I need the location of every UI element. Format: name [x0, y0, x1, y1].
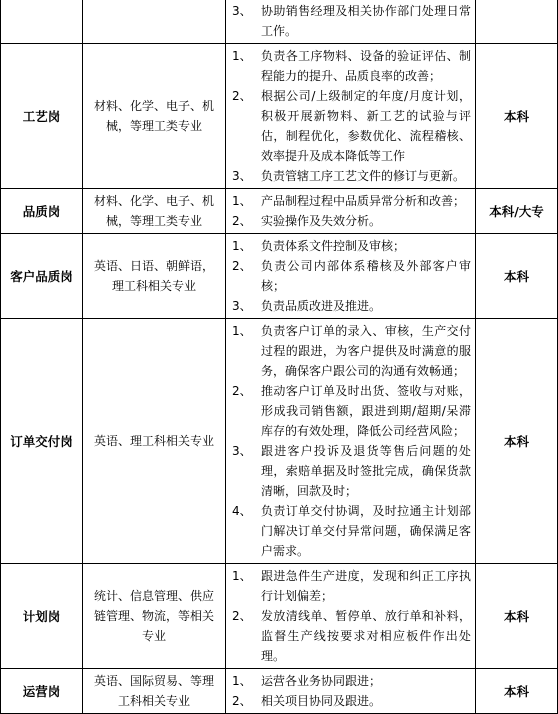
post-title: 计划岗: [1, 564, 83, 669]
major-requirement: 英语、国际贸易、等理工科相关专业: [83, 669, 226, 714]
education-requirement: [476, 0, 558, 44]
duty-number: 2、: [232, 609, 252, 623]
duty-item: [232, 256, 471, 296]
major-requirement: 材料、化学、电子、机械，等理工类专业: [83, 189, 226, 234]
table-row: [1, 44, 558, 189]
table-row: [1, 189, 558, 234]
post-title: 工艺岗: [1, 44, 83, 189]
education-requirement: 本科: [476, 44, 558, 189]
duty-number: 4、: [232, 504, 252, 518]
duty-number: 2、: [232, 214, 252, 228]
duty-number: 3、: [232, 299, 252, 313]
duty-number: 1、: [232, 324, 252, 338]
education-requirement: 本科/大专: [476, 189, 558, 234]
table-row: [1, 0, 558, 44]
duty-item: [232, 86, 471, 166]
major-requirement: 英语、理工科相关专业: [83, 319, 226, 564]
duty-list: [226, 234, 476, 319]
duty-text: 实验操作及失效分析。: [261, 214, 382, 228]
duty-text: 负责客户订单的录入、审核，生产交付过程的跟进，为客户提供及时满意的服务，确保客户跟公司的沟通有效畅通；: [261, 324, 471, 378]
education-requirement: 本科: [476, 669, 558, 714]
duty-number: 3、: [232, 444, 252, 458]
table-row: [1, 319, 558, 564]
duty-number: 1、: [232, 674, 252, 688]
duty-text: 跟进客户投诉及退货等售后问题的处理，索赔单据及时签批完成，确保货款清晰，回款及时；: [261, 444, 471, 498]
duty-text: 负责公司内部体系稽核及外部客户审核；: [261, 259, 471, 293]
duty-item: [232, 236, 471, 256]
duty-item: [232, 296, 471, 316]
duty-item: [232, 606, 471, 666]
major-requirement: 统计、信息管理、供应链管理、物流，等相关专业: [83, 564, 226, 669]
duty-text: 负责订单交付协调，及时拉通主计划部门解决订单交付异常问题，确保满足客户需求。: [261, 504, 471, 558]
duty-item: [232, 566, 471, 606]
duty-text: 负责品质改进及推进。: [261, 299, 382, 313]
duty-list: [226, 669, 476, 714]
table-row: [1, 564, 558, 669]
duty-text: 跟进急件生产进度，发现和纠正工序执行计划偏差；: [261, 569, 471, 603]
duty-number: 1、: [232, 239, 252, 253]
post-title: 订单交付岗: [1, 319, 83, 564]
duty-number: 2、: [232, 259, 252, 273]
duty-number: 1、: [232, 49, 252, 63]
education-requirement: 本科: [476, 319, 558, 564]
duty-text: 推动客户订单及时出货、签收与对账，形成我司销售额，跟进到期/超期/呆滞库存的有效处理，降低公司经营风险；: [261, 384, 471, 438]
post-title: 品质岗: [1, 189, 83, 234]
duty-item: [232, 191, 471, 211]
duty-text: 根据公司/上级制定的年度/月度计划，积极开展新物料、新工艺的试验与评估，制程优化，参数优化、流程稽核、效率提升及成本降低等工作: [261, 89, 471, 163]
post-title: 运营岗: [1, 669, 83, 714]
table-row: [1, 669, 558, 714]
duty-item: [232, 671, 471, 691]
table-row: [1, 234, 558, 319]
duty-item: [232, 381, 471, 441]
duty-list: [226, 0, 476, 44]
duty-number: 3、: [232, 4, 252, 18]
major-requirement: [83, 0, 226, 44]
duty-number: 1、: [232, 569, 252, 583]
duty-item: [232, 46, 471, 86]
duty-number: 2、: [232, 89, 252, 103]
duty-list: [226, 319, 476, 564]
major-requirement: 材料、化学、电子、机械，等理工类专业: [83, 44, 226, 189]
duty-text: 负责管辖工序工艺文件的修订与更新。: [261, 169, 466, 183]
post-title: [1, 0, 83, 44]
major-requirement: 英语、日语、朝鲜语，理工科相关专业: [83, 234, 226, 319]
duty-text: 协助销售经理及相关协作部门处理日常工作。: [261, 4, 471, 38]
duty-list: [226, 44, 476, 189]
duty-number: 2、: [232, 384, 252, 398]
duty-number: 1、: [232, 194, 252, 208]
duty-item: [232, 211, 471, 231]
duty-number: 3、: [232, 169, 252, 183]
duty-item: [232, 1, 471, 41]
duty-item: [232, 166, 471, 186]
duty-item: [232, 501, 471, 561]
duty-item: [232, 321, 471, 381]
duty-text: 负责体系文件控制及审核；: [261, 239, 406, 253]
duty-item: [232, 441, 471, 501]
duty-text: 产品制程过程中品质异常分析和改善；: [261, 194, 466, 208]
duty-text: 运营各业务协同跟进；: [261, 674, 382, 688]
duty-text: 负责各工序物料、设备的验证评估、制程能力的提升、品质良率的改善；: [261, 49, 471, 83]
duty-text: 相关项目协同及跟进。: [261, 694, 382, 708]
education-requirement: 本科: [476, 234, 558, 319]
table-body: [1, 0, 558, 714]
duty-item: [232, 691, 471, 711]
duty-number: 2、: [232, 694, 252, 708]
education-requirement: 本科: [476, 564, 558, 669]
duty-text: 发放清线单、暂停单、放行单和补料，监督生产线按要求对相应板件作出处理。: [261, 609, 471, 663]
duty-list: [226, 189, 476, 234]
post-title: 客户品质岗: [1, 234, 83, 319]
duty-list: [226, 564, 476, 669]
